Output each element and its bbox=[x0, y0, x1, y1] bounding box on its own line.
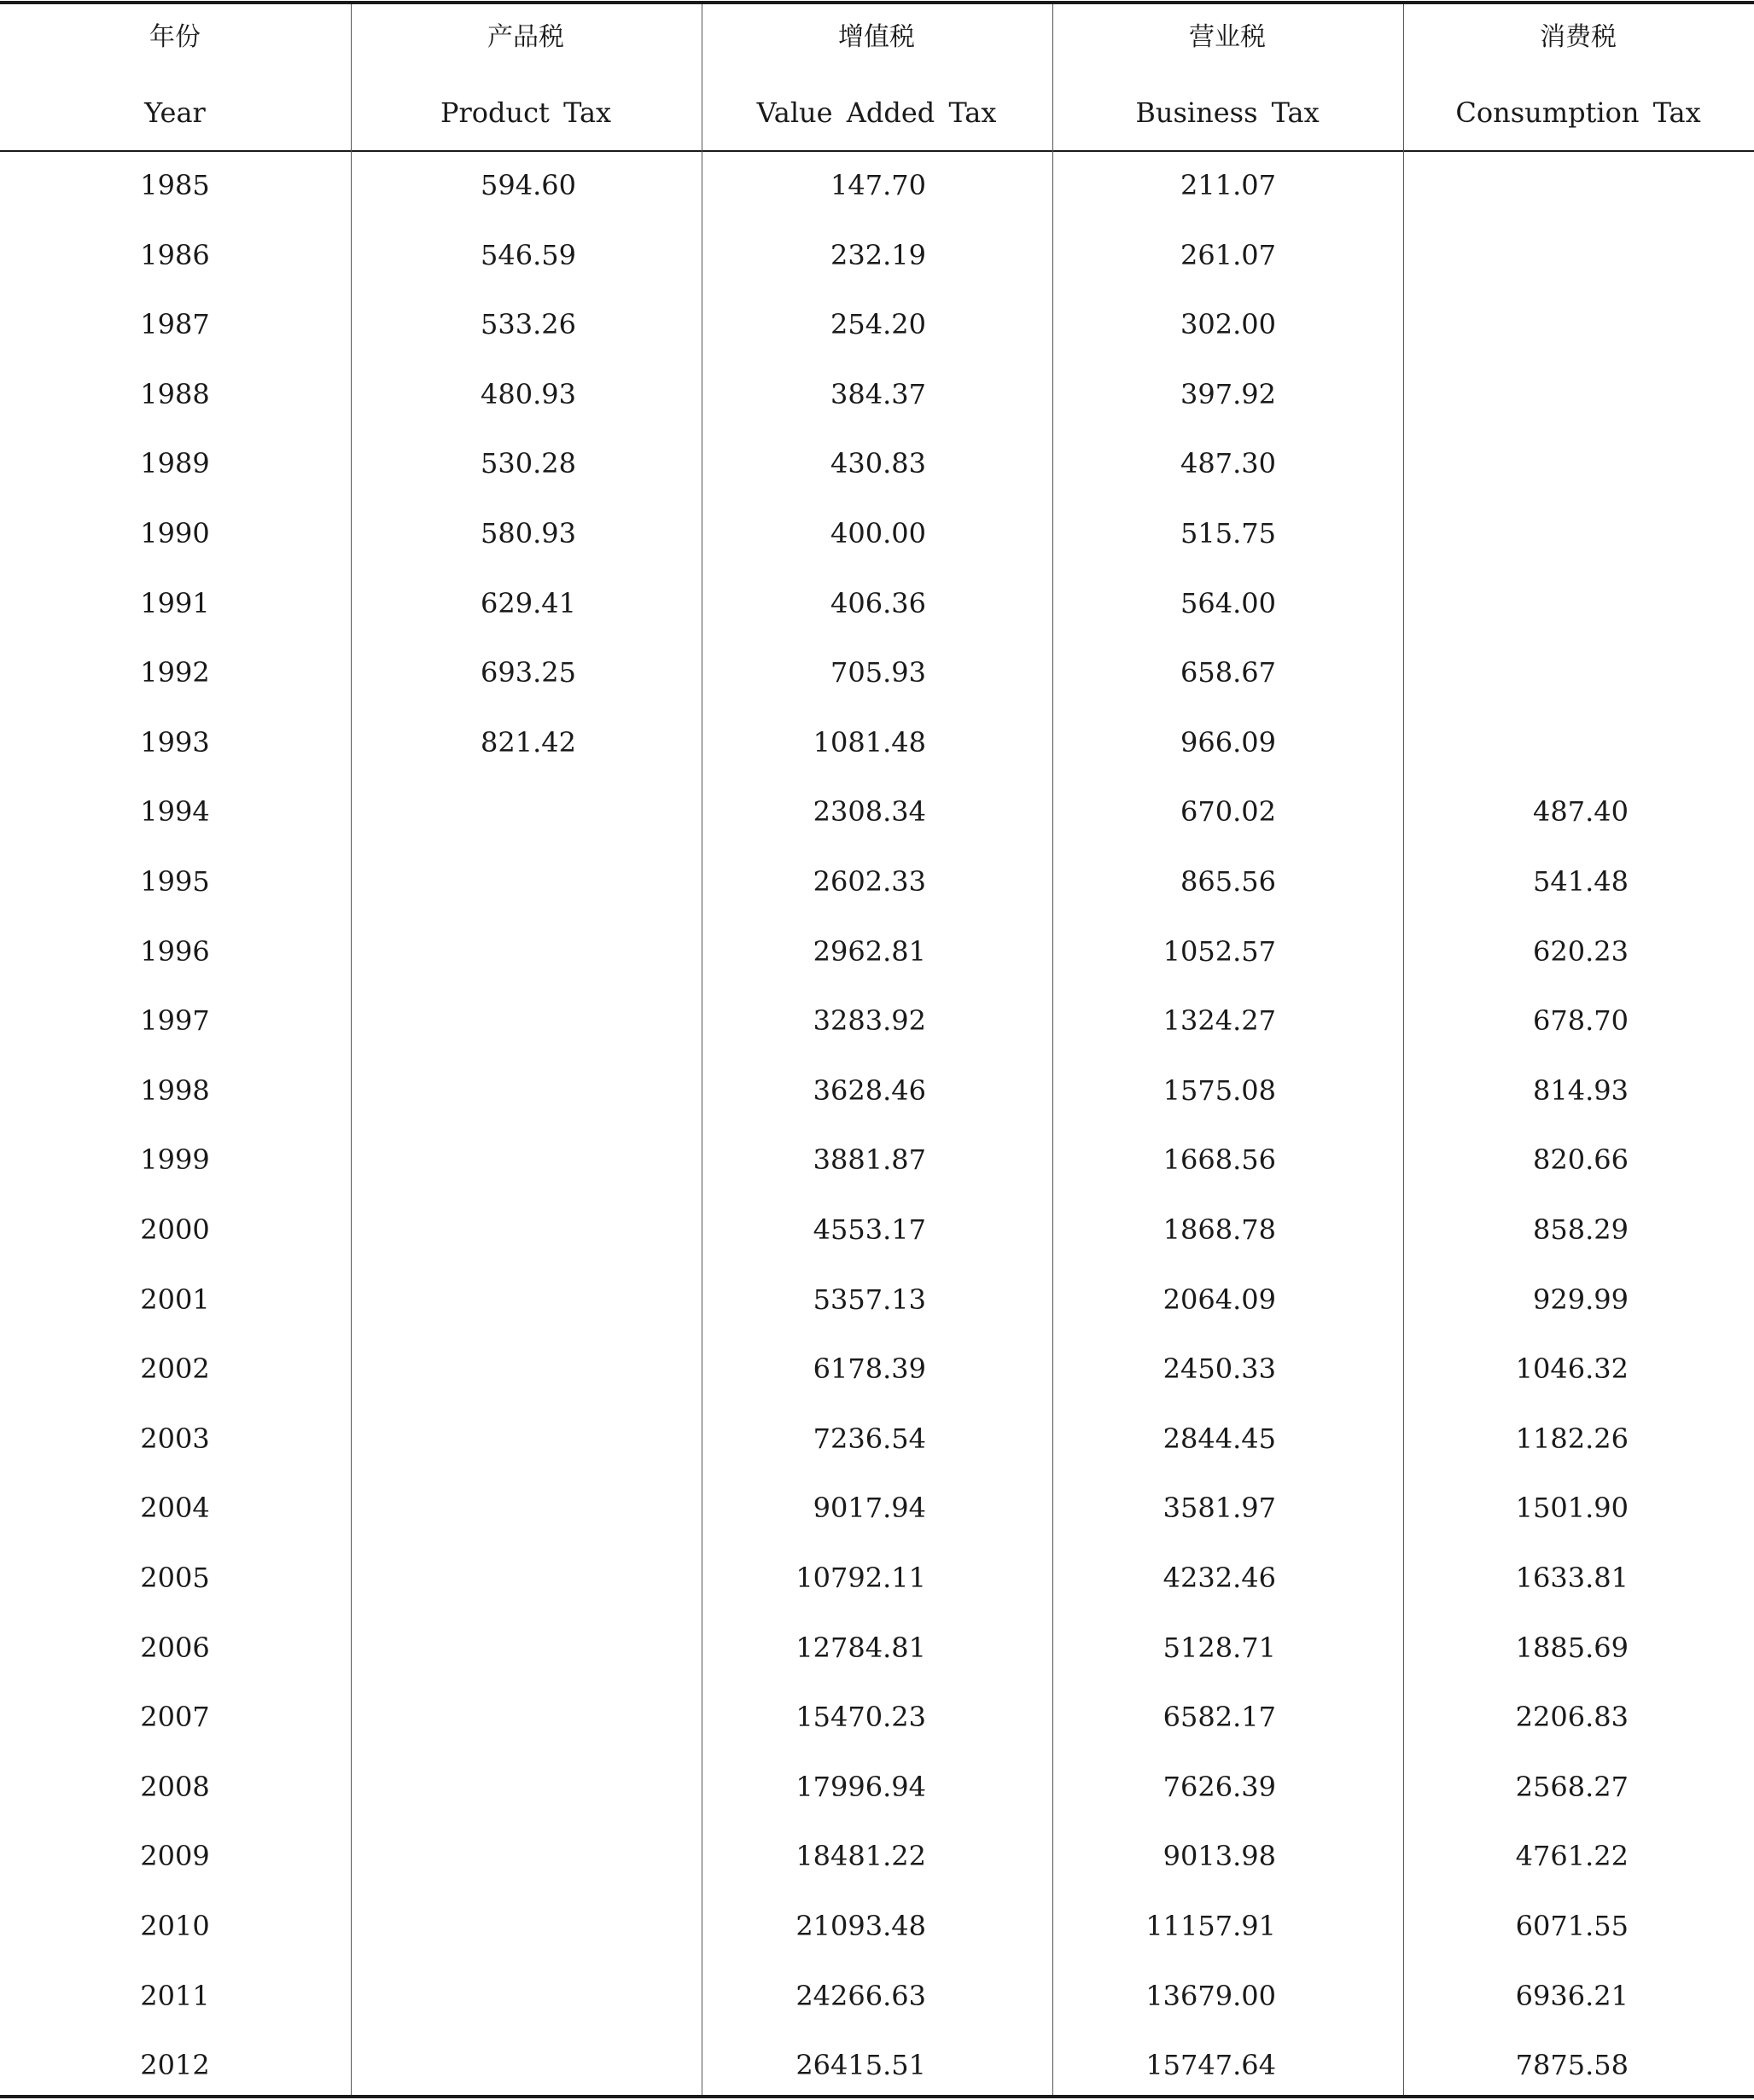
cell-business-tax: 397.92 bbox=[1180, 377, 1276, 410]
cell-business-tax: 1575.08 bbox=[1163, 1073, 1276, 1107]
cell-year: 2006 bbox=[140, 1631, 210, 1664]
cell-consumption-tax: 4761.22 bbox=[1515, 1840, 1629, 1873]
cell-value-added-tax: 6178.39 bbox=[813, 1352, 926, 1386]
cell-business-tax: 15747.64 bbox=[1145, 2049, 1276, 2082]
cell-business-tax: 6582.17 bbox=[1163, 1701, 1276, 1734]
cell-product-tax: 594.60 bbox=[481, 169, 576, 201]
cell-value-added-tax: 232.19 bbox=[830, 238, 926, 271]
cell-value-added-tax: 24266.63 bbox=[795, 1979, 926, 2012]
cell-year: 1999 bbox=[140, 1143, 210, 1177]
cell-year: 2005 bbox=[140, 1562, 210, 1594]
cell-business-tax: 7626.39 bbox=[1163, 1770, 1276, 1803]
cell-business-tax: 670.02 bbox=[1180, 795, 1276, 829]
cell-business-tax: 261.07 bbox=[1180, 238, 1276, 271]
cell-business-tax: 9013.98 bbox=[1163, 1840, 1276, 1873]
cell-business-tax: 2064.09 bbox=[1163, 1283, 1276, 1316]
cell-year: 1993 bbox=[140, 725, 210, 759]
cell-value-added-tax: 3881.87 bbox=[813, 1143, 926, 1177]
cell-business-tax: 865.56 bbox=[1180, 865, 1276, 898]
cell-year: 2004 bbox=[140, 1492, 210, 1525]
cell-product-tax: 821.42 bbox=[481, 725, 576, 759]
cell-business-tax: 658.67 bbox=[1180, 656, 1276, 689]
cell-value-added-tax: 21093.48 bbox=[795, 1910, 926, 1942]
cell-consumption-tax: 1885.69 bbox=[1515, 1631, 1629, 1664]
cell-year: 2000 bbox=[140, 1213, 210, 1246]
table-bottom-rule bbox=[0, 2095, 1754, 2098]
cell-value-added-tax: 12784.81 bbox=[795, 1631, 926, 1664]
header-product-tax-en: Product Tax bbox=[440, 96, 612, 129]
cell-value-added-tax: 17996.94 bbox=[795, 1770, 926, 1803]
cell-consumption-tax: 820.66 bbox=[1533, 1143, 1629, 1177]
header-product-tax-zh: 产品税 bbox=[487, 22, 564, 52]
cell-consumption-tax: 1501.90 bbox=[1515, 1492, 1629, 1525]
cell-value-added-tax: 18481.22 bbox=[795, 1840, 926, 1873]
cell-consumption-tax: 7875.58 bbox=[1515, 2049, 1629, 2082]
cell-business-tax: 1052.57 bbox=[1163, 934, 1276, 968]
cell-consumption-tax: 6936.21 bbox=[1515, 1979, 1629, 2012]
cell-consumption-tax: 1182.26 bbox=[1515, 1422, 1629, 1455]
cell-business-tax: 302.00 bbox=[1180, 308, 1276, 341]
cell-year: 1995 bbox=[140, 865, 210, 898]
cell-product-tax: 546.59 bbox=[481, 238, 576, 271]
cell-year: 1998 bbox=[140, 1073, 210, 1107]
cell-consumption-tax: 1046.32 bbox=[1515, 1352, 1629, 1386]
cell-business-tax: 11157.91 bbox=[1145, 1910, 1276, 1942]
cell-value-added-tax: 26415.51 bbox=[795, 2049, 926, 2082]
cell-year: 2001 bbox=[140, 1283, 210, 1316]
cell-year: 2012 bbox=[140, 2049, 210, 2082]
cell-product-tax: 530.28 bbox=[481, 447, 576, 480]
cell-year: 2008 bbox=[140, 1770, 210, 1803]
cell-product-tax: 693.25 bbox=[481, 656, 576, 689]
cell-value-added-tax: 406.36 bbox=[830, 586, 926, 620]
cell-business-tax: 966.09 bbox=[1180, 725, 1276, 759]
cell-product-tax: 533.26 bbox=[481, 308, 576, 341]
cell-year: 1997 bbox=[140, 1004, 210, 1038]
cell-consumption-tax: 678.70 bbox=[1533, 1004, 1629, 1038]
header-consumption-tax-en: Consumption Tax bbox=[1455, 96, 1701, 129]
cell-consumption-tax: 858.29 bbox=[1533, 1213, 1629, 1246]
header-business-tax-en: Business Tax bbox=[1135, 96, 1320, 129]
header-consumption-tax-zh: 消费税 bbox=[1540, 22, 1617, 52]
cell-year: 2009 bbox=[140, 1840, 210, 1873]
cell-value-added-tax: 147.70 bbox=[830, 169, 926, 201]
cell-business-tax: 564.00 bbox=[1180, 586, 1276, 620]
cell-year: 2003 bbox=[140, 1422, 210, 1455]
table-header-rule bbox=[0, 150, 1754, 152]
cell-value-added-tax: 430.83 bbox=[830, 447, 926, 480]
header-value-added-tax-en: Value Added Tax bbox=[756, 96, 997, 129]
cell-value-added-tax: 2962.81 bbox=[813, 934, 926, 968]
cell-year: 1992 bbox=[140, 656, 210, 689]
cell-year: 1987 bbox=[140, 308, 210, 341]
cell-product-tax: 580.93 bbox=[481, 517, 576, 550]
cell-consumption-tax: 1633.81 bbox=[1515, 1562, 1629, 1594]
cell-value-added-tax: 705.93 bbox=[830, 656, 926, 689]
cell-value-added-tax: 1081.48 bbox=[813, 725, 926, 759]
cell-business-tax: 1324.27 bbox=[1163, 1004, 1276, 1038]
cell-value-added-tax: 9017.94 bbox=[813, 1492, 926, 1525]
cell-value-added-tax: 15470.23 bbox=[795, 1701, 926, 1734]
cell-value-added-tax: 2308.34 bbox=[813, 795, 926, 829]
cell-business-tax: 211.07 bbox=[1180, 169, 1276, 201]
cell-consumption-tax: 814.93 bbox=[1533, 1073, 1629, 1107]
cell-consumption-tax: 2206.83 bbox=[1515, 1701, 1629, 1734]
table-top-rule bbox=[0, 1, 1754, 4]
cell-consumption-tax: 2568.27 bbox=[1515, 1770, 1629, 1803]
cell-consumption-tax: 487.40 bbox=[1533, 795, 1629, 829]
cell-business-tax: 515.75 bbox=[1180, 517, 1276, 550]
header-year-en: Year bbox=[144, 96, 206, 129]
cell-value-added-tax: 2602.33 bbox=[813, 865, 926, 898]
cell-business-tax: 5128.71 bbox=[1163, 1631, 1276, 1664]
cell-consumption-tax: 6071.55 bbox=[1515, 1910, 1629, 1942]
cell-consumption-tax: 929.99 bbox=[1533, 1283, 1629, 1316]
cell-business-tax: 1668.56 bbox=[1163, 1143, 1276, 1177]
cell-value-added-tax: 5357.13 bbox=[813, 1283, 926, 1316]
cell-value-added-tax: 7236.54 bbox=[813, 1422, 926, 1455]
header-business-tax-zh: 营业税 bbox=[1189, 22, 1266, 52]
cell-year: 1994 bbox=[140, 795, 210, 829]
cell-value-added-tax: 3628.46 bbox=[813, 1073, 926, 1107]
cell-value-added-tax: 400.00 bbox=[830, 517, 926, 550]
cell-year: 1989 bbox=[140, 447, 210, 480]
cell-year: 2010 bbox=[140, 1910, 210, 1942]
cell-year: 1988 bbox=[140, 377, 210, 410]
cell-year: 1996 bbox=[140, 934, 210, 968]
cell-year: 2007 bbox=[140, 1701, 210, 1734]
cell-value-added-tax: 254.20 bbox=[830, 308, 926, 341]
cell-business-tax: 1868.78 bbox=[1163, 1213, 1276, 1246]
cell-business-tax: 2844.45 bbox=[1163, 1422, 1276, 1455]
cell-value-added-tax: 10792.11 bbox=[795, 1562, 926, 1594]
cell-business-tax: 487.30 bbox=[1180, 447, 1276, 480]
cell-year: 1986 bbox=[140, 238, 210, 271]
cell-product-tax: 629.41 bbox=[481, 586, 576, 620]
header-value-added-tax-zh: 增值税 bbox=[838, 22, 915, 52]
cell-year: 1990 bbox=[140, 517, 210, 550]
cell-value-added-tax: 384.37 bbox=[830, 377, 926, 410]
cell-year: 2011 bbox=[140, 1979, 210, 2012]
cell-business-tax: 13679.00 bbox=[1145, 1979, 1276, 2012]
cell-business-tax: 4232.46 bbox=[1163, 1562, 1276, 1594]
cell-year: 2002 bbox=[140, 1352, 210, 1386]
cell-value-added-tax: 3283.92 bbox=[813, 1004, 926, 1038]
cell-value-added-tax: 4553.17 bbox=[813, 1213, 926, 1246]
cell-year: 1985 bbox=[140, 169, 210, 201]
cell-business-tax: 2450.33 bbox=[1163, 1352, 1276, 1386]
header-year-zh: 年份 bbox=[149, 22, 201, 52]
cell-business-tax: 3581.97 bbox=[1163, 1492, 1276, 1525]
cell-consumption-tax: 541.48 bbox=[1533, 865, 1629, 898]
cell-product-tax: 480.93 bbox=[481, 377, 576, 410]
cell-consumption-tax: 620.23 bbox=[1533, 934, 1629, 968]
cell-year: 1991 bbox=[140, 586, 210, 620]
